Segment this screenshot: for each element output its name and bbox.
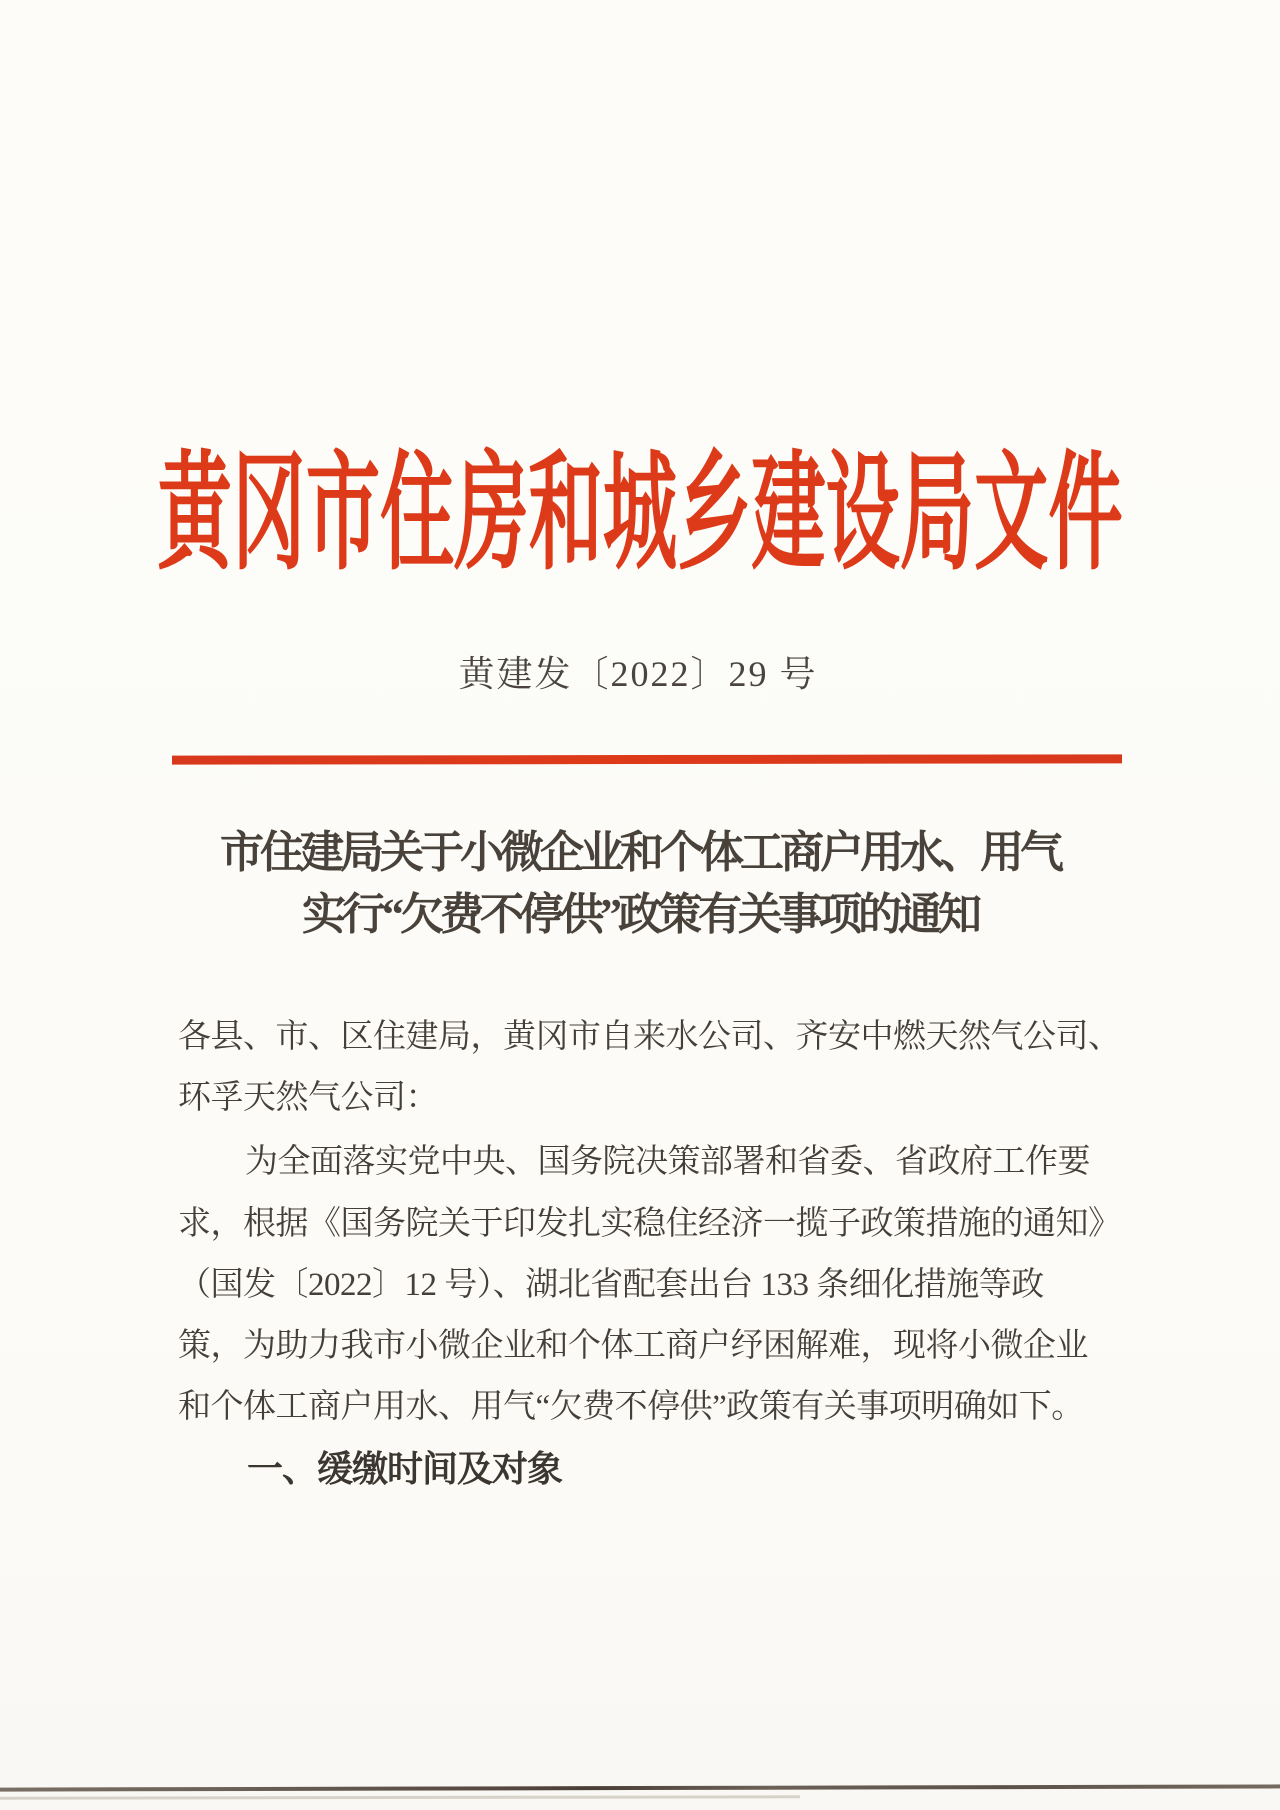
agency-masthead [0,432,1280,585]
document-number: 黄建发〔2022〕29 号 [458,654,818,694]
notice-title-line2: 实行“欠费不停供”政策有关事项的通知 [302,890,978,939]
scan-edge-line [0,1784,1280,1791]
notice-title [0,822,1280,946]
notice-title-line1: 市住建局关于小微企业和个体工商户用水、用气 [220,828,1060,877]
red-divider-line [172,754,1122,764]
paragraph-line-3: （国发〔2022〕12 号）、湖北省配套出台 133 条细化措施等政 [178,1267,1044,1303]
scan-bottom-strip [0,1790,1280,1810]
section-heading: 一、缓缴时间及对象 [247,1448,563,1489]
paragraph-line-2: 求，根据《国务院关于印发扎实稳住经济一揽子政策措施的通知》 [178,1206,1121,1242]
salutation-line-2: 环孚天然气公司： [178,1080,438,1116]
paragraph-line-1: 为全面落实党中央、国务院决策部署和省委、省政府工作要 [245,1144,1090,1180]
paragraph-line-4: 策，为助力我市小微企业和个体工商户纾困解难，现将小微企业 [178,1328,1088,1364]
paragraph-line-5: 和个体工商户用水、用气“欠费不停供”政策有关事项明确如下。 [178,1389,1084,1425]
scan-edge-shadow [0,1795,800,1799]
agency-title-text: 黄冈市住房和城乡建设局文件 [157,443,1123,585]
salutation-line-1: 各县、市、区住建局，黄冈市自来水公司、齐安中燃天然气公司、 [178,1019,1121,1055]
